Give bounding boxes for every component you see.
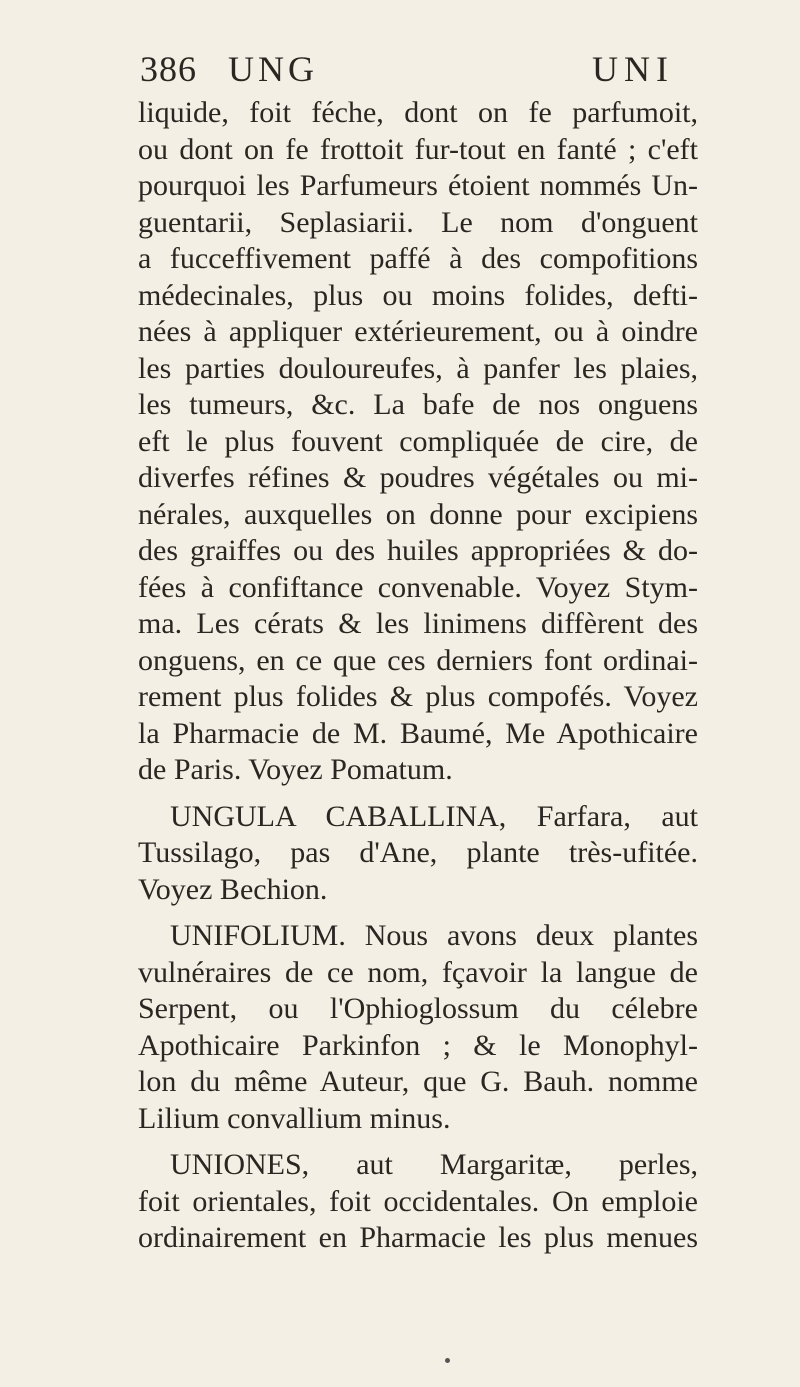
text-line: liquide, foit féche, dont on fe parfumoit, xyxy=(138,96,698,129)
text-line: pourquoi les Parfumeurs étoient nommés Un- xyxy=(138,169,698,202)
text-line: Voyez Bechion. xyxy=(138,872,328,906)
text-line: diverfes réfines & poudres végétales ou mi- xyxy=(138,461,698,494)
entry-heading-line: UNIONES, aut Margaritæ, perles, xyxy=(170,1148,698,1181)
entry-heading-line: UNIFOLIUM. Nous avons deux plantes xyxy=(170,919,698,952)
text-line: médecinales, plus ou moins folides, defti- xyxy=(138,278,698,312)
text-line: lon du même Auteur, que G. Bauh. nomme xyxy=(138,1065,698,1098)
text-line: eft le plus fouvent compliquée de cire, de xyxy=(138,424,698,458)
left-running-head: UNG xyxy=(228,49,318,89)
page-number: 386 xyxy=(140,49,197,89)
text-line: de Paris. Voyez Pomatum. xyxy=(138,753,453,786)
text-line: fées à confiftance convenable. Voyez Stym- xyxy=(138,570,698,604)
text-line: foit orientales, foit occidentales. On emploie xyxy=(138,1184,698,1218)
text-line: guentarii, Seplasiarii. Le nom d'onguent xyxy=(138,205,698,239)
text-line: ordinairement en Pharmacie les plus menues xyxy=(138,1221,698,1254)
entry-heading-line: UNGULA CABALLINA, Farfara, aut xyxy=(170,799,698,833)
text-line: ma. Les cérats & les linimens diffèrent des xyxy=(138,607,698,640)
text-line: rement plus folides & plus compofés. Voyez xyxy=(138,680,698,713)
text-line: Tussilago, pas d'Ane, plante très-ufitée. xyxy=(138,836,698,869)
text-line: les parties douloureufes, à panfer les plaies, xyxy=(138,351,698,385)
text-line: a fucceffivement paffé à des compofitions xyxy=(138,242,698,275)
text-line: vulnéraires de ce nom, fçavoir la langue de xyxy=(138,955,698,989)
text-line: ou dont on fe frottoit fur-tout en fanté ; c'eft xyxy=(138,132,698,166)
text-line: Lilium convallium minus. xyxy=(138,1101,451,1135)
text-line: Apothicaire Parkinfon ; & le Monophyl- xyxy=(138,1028,698,1062)
text-line: onguens, en ce que ces derniers font ordinai- xyxy=(138,643,698,677)
text-line: Serpent, ou l'Ophioglossum du célebre xyxy=(138,992,698,1025)
ink-speck xyxy=(445,1358,450,1363)
text-line: nérales, auxquelles on donne pour excipiens xyxy=(138,497,698,531)
right-running-head: UNI xyxy=(592,49,674,89)
dictionary-text xyxy=(138,95,698,1257)
text-line: les tumeurs, &c. La bafe de nos onguens xyxy=(138,388,698,421)
text-line: des graiffes ou des huiles appropriées & do- xyxy=(138,534,698,567)
running-header xyxy=(140,48,680,94)
text-line: nées à appliquer extérieurement, ou à oindre xyxy=(138,315,698,348)
text-line: la Pharmacie de M. Baumé, Me Apothicaire xyxy=(138,716,698,750)
